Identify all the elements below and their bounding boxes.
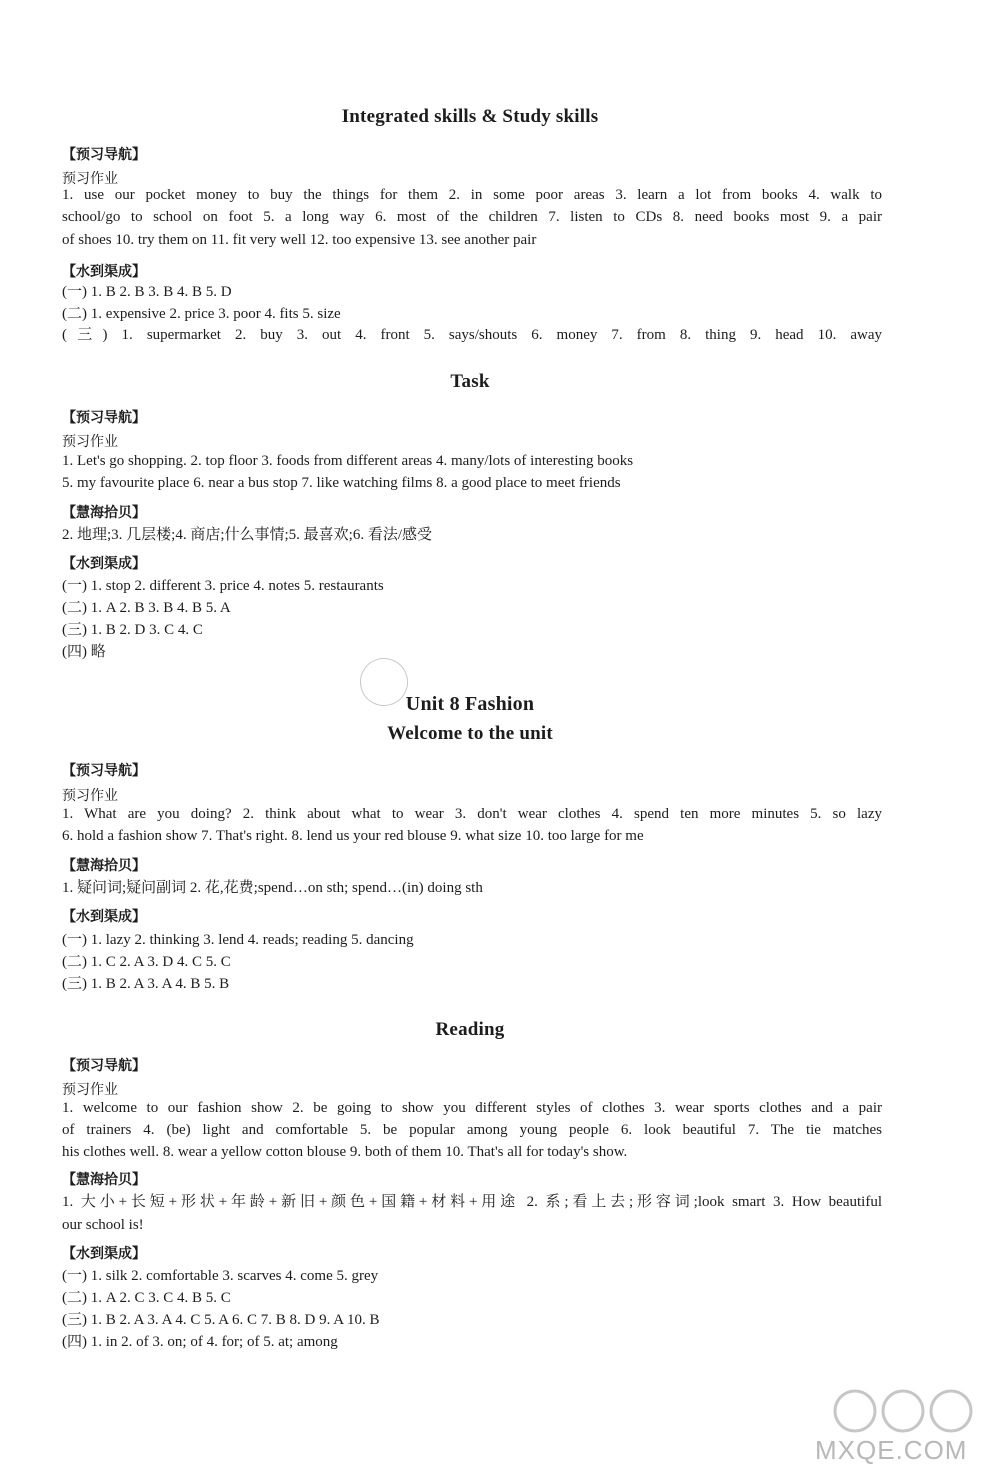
practice-line: (一) 1. lazy 2. thinking 3. lend 4. reads; reading 5. dancing [62, 932, 414, 948]
preview-tag: 【预习导航】 [62, 763, 146, 779]
wisdom-line: our school is! [62, 1217, 144, 1233]
wisdom-tag: 【慧海拾贝】 [62, 1172, 146, 1188]
practice-tag: 【水到渠成】 [62, 1246, 146, 1262]
homework-label: 预习作业 [62, 1082, 118, 1098]
watermark-icon [815, 1385, 985, 1435]
unit-title: Unit 8 Fashion [405, 693, 535, 715]
section-title-task: Task [450, 371, 490, 392]
preview-tag: 【预习导航】 [62, 1058, 146, 1074]
practice-line: (二) 1. expensive 2. price 3. poor 4. fits 5. size [62, 306, 341, 322]
homework-line: 5. my favourite place 6. near a bus stop 7. like watching films 8. a good place to meet friends [62, 475, 621, 491]
homework-line: of trainers 4. (be) light and comfortable 5. be popular among young people 6. look beautiful 7. The tie matches [62, 1122, 882, 1138]
practice-tag: 【水到渠成】 [62, 264, 146, 280]
preview-tag: 【预习导航】 [62, 147, 146, 163]
practice-line: (四) 1. in 2. of 3. on; of 4. for; of 5. at; among [62, 1334, 338, 1350]
wisdom-tag: 【慧海拾贝】 [62, 858, 146, 874]
homework-line: 1. What are you doing? 2. think about what to wear 3. don't wear clothes 4. spend ten more minutes 5. so lazy [62, 806, 882, 822]
homework-line: 6. hold a fashion show 7. That's right. 8. lend us your red blouse 9. what size 10. too large for me [62, 828, 644, 844]
homework-line: 1. Let's go shopping. 2. top floor 3. foods from different areas 4. many/lots of interesting books [62, 453, 634, 469]
practice-line: (三) 1. B 2. A 3. A 4. C 5. A 6. C 7. B 8. D 9. A 10. B [62, 1312, 380, 1328]
practice-line: (四) 略 [62, 644, 106, 660]
homework-line: school/go to school on foot 5. a long way 6. most of the children 7. listen to CDs 8. need books most 9. a pair [62, 209, 882, 225]
practice-line: (三) 1. B 2. A 3. A 4. B 5. B [62, 976, 230, 992]
watermark-logo [815, 1385, 985, 1465]
practice-tag: 【水到渠成】 [62, 556, 146, 572]
preview-tag: 【预习导航】 [62, 410, 146, 426]
practice-line: (二) 1. C 2. A 3. D 4. C 5. C [62, 954, 231, 970]
wisdom-tag: 【慧海拾贝】 [62, 505, 146, 521]
practice-line: (一) 1. stop 2. different 3. price 4. notes 5. restaurants [62, 578, 384, 594]
practice-line: (三) 1. B 2. D 3. C 4. C [62, 622, 203, 638]
section-title-welcome: Welcome to the unit [387, 723, 553, 744]
section-title-reading: Reading [435, 1019, 505, 1040]
practice-line: (二) 1. A 2. C 3. C 4. B 5. C [62, 1290, 231, 1306]
practice-line: (二) 1. A 2. B 3. B 4. B 5. A [62, 600, 231, 616]
practice-line: (一) 1. silk 2. comfortable 3. scarves 4. come 5. grey [62, 1268, 379, 1284]
practice-line: (三) 1. supermarket 2. buy 3. out 4. front 5. says/shouts 6. money 7. from 8. thing 9. head 10. away [62, 327, 882, 343]
homework-label: 预习作业 [62, 788, 118, 804]
homework-line: 1. use our pocket money to buy the things for them 2. in some poor areas 3. learn a lot from books 4. walk to [62, 187, 882, 203]
wisdom-line: 1. 疑问词;疑问副词 2. 花,花费;spend…on sth; spend…(in) doing sth [62, 880, 483, 896]
homework-line: his clothes well. 8. wear a yellow cotton blouse 9. both of them 10. That's all for today's show. [62, 1144, 628, 1160]
practice-line: (一) 1. B 2. B 3. B 4. B 5. D [62, 284, 232, 300]
wisdom-line: 1. 大小+长短+形状+年龄+新旧+颜色+国籍+材料+用途 2. 系;看上去;形容词;look smart 3. How beautiful [62, 1194, 882, 1210]
homework-line: of shoes 10. try them on 11. fit very well 12. too expensive 13. see another pair [62, 232, 537, 248]
homework-label: 预习作业 [62, 171, 118, 187]
watermark-text: MXQE.COM [815, 1435, 968, 1465]
wisdom-line: 2. 地理;3. 几层楼;4. 商店;什么事情;5. 最喜欢;6. 看法/感受 [62, 527, 433, 543]
practice-tag: 【水到渠成】 [62, 909, 146, 925]
section-title-integrated: Integrated skills & Study skills [341, 106, 599, 127]
homework-label: 预习作业 [62, 434, 118, 450]
homework-line: 1. welcome to our fashion show 2. be going to show you different styles of clothes 3. wear sports clothes and a pair [62, 1100, 882, 1116]
